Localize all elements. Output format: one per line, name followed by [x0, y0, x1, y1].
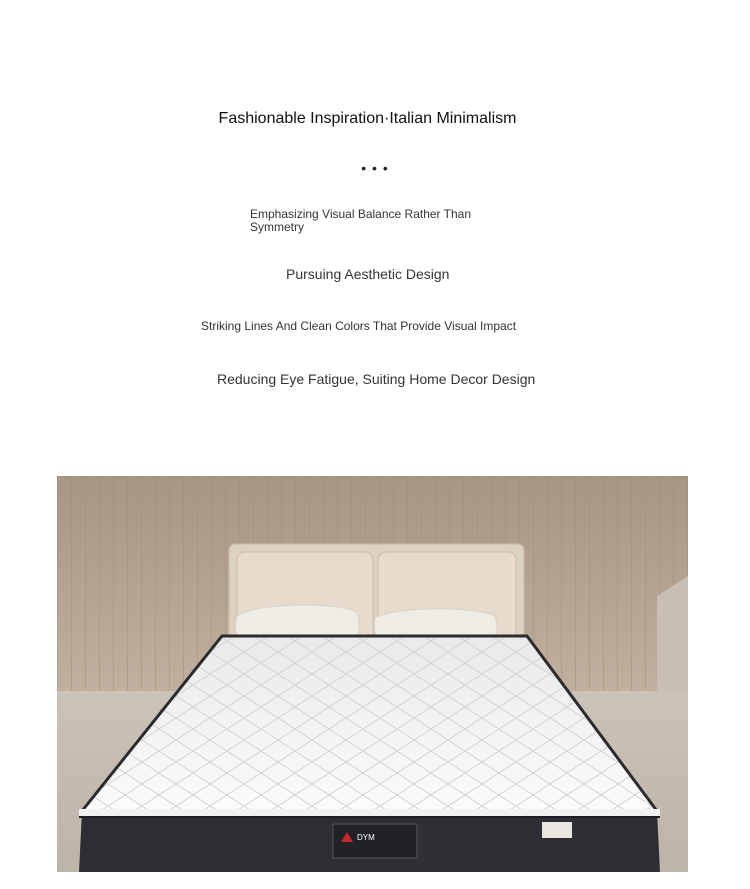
care-tag	[542, 822, 572, 838]
mattress-product-photo	[57, 476, 688, 872]
feature-text-lines-colors: Striking Lines And Clean Colors That Provide Visual Impact	[201, 319, 517, 333]
brand-label-text: DYM	[357, 833, 375, 842]
feature-text-eye-fatigue: Reducing Eye Fatigue, Suiting Home Decor Design	[217, 371, 536, 387]
feature-text-aesthetic: Pursuing Aesthetic Design	[286, 266, 450, 282]
title-separator-dots: • • •	[361, 160, 389, 176]
feature-text-balance: Emphasizing Visual Balance Rather Than Symmetry	[250, 207, 472, 234]
section-title: Fashionable Inspiration·Italian Minimalism	[218, 110, 517, 127]
